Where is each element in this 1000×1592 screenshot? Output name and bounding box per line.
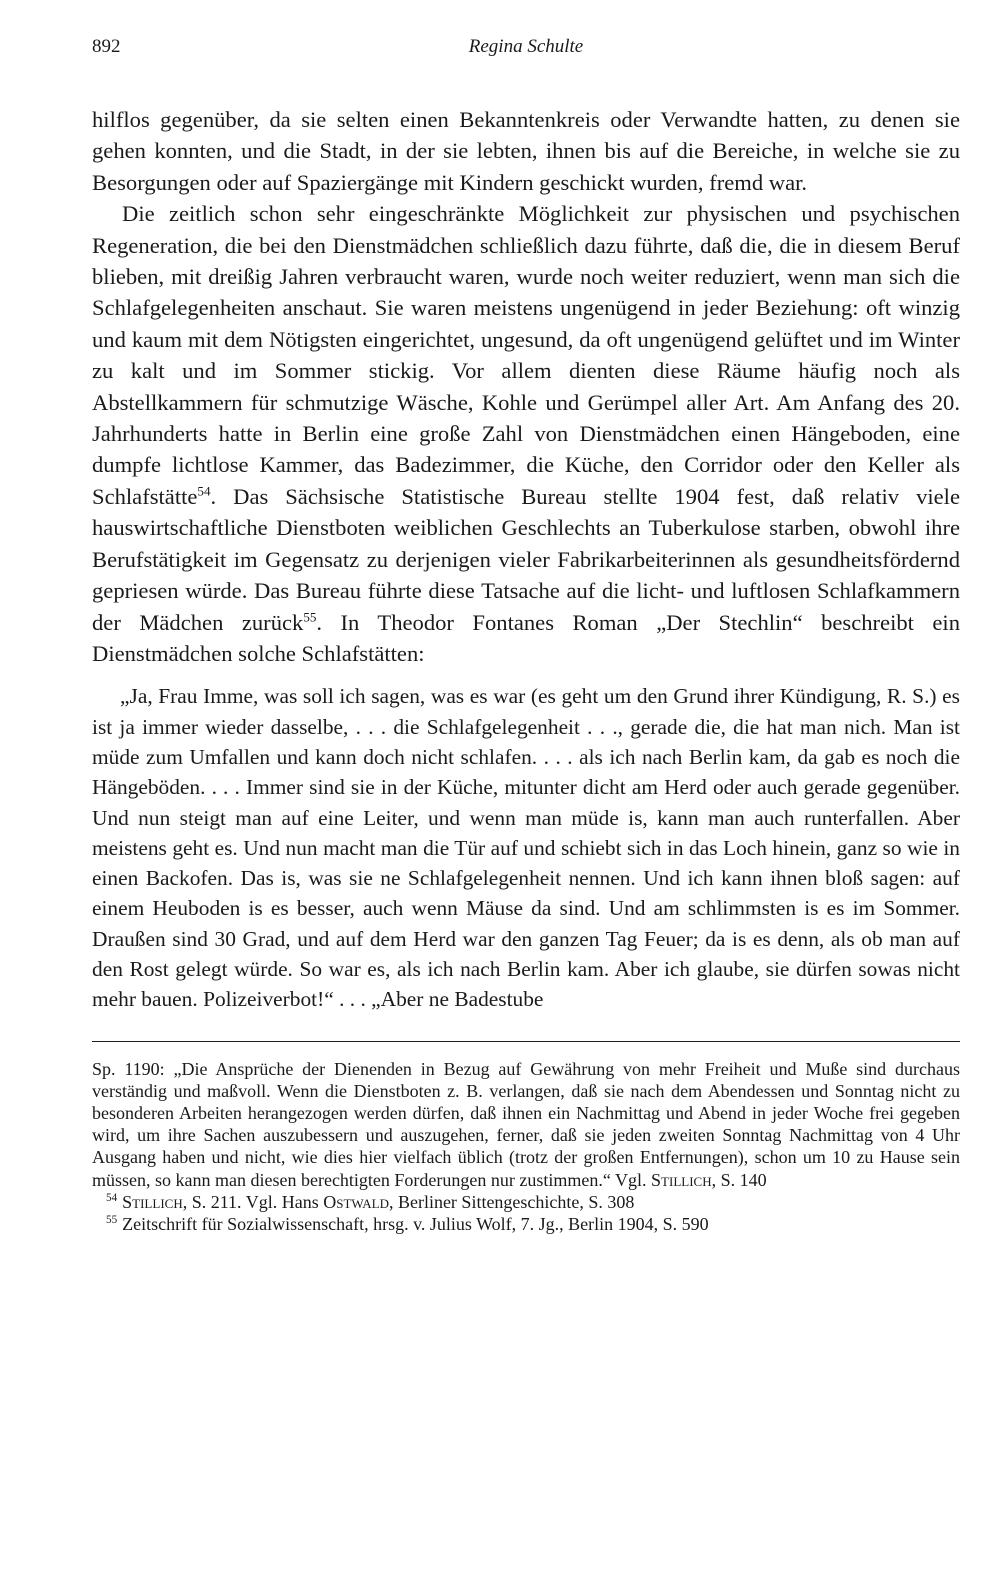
- cited-author: Ostwald: [323, 1191, 389, 1212]
- cited-author: Stillich: [122, 1191, 183, 1212]
- footnote-text: , S. 211. Vgl. Hans: [182, 1191, 319, 1212]
- paragraph-text-part: Die zeitlich schon sehr eingeschränkte Möglichkeit zur physischen und psychischen Regeneration, die bei den Dienstmädchen schließlich dazu führte, daß die, die in diesem Beruf blieben, mit dreißig Jahren verbraucht waren, wurde noch weiter reduziert, wenn man sich die Schlafgelegenheiten anschaut. Sie waren meistens ungenügend in jeder Beziehung: oft winzig und kaum mit dem Nötigsten eingerichtet, ungesund, da oft ungenügend gelüftet und im Winter zu kalt und im Sommer stickig. Vor allem dienten diese Räume häufig noch als Abstellkammern für schmutzige Wäsche, Kohle und Gerümpel aller Art. Am Anfang des 20. Jahrhunderts hatte in Berlin eine große Zahl von Dienstmädchen einen Hängeboden, eine dumpfe lichtlose Kammer, das Badezimmer, die Küche, den Corridor oder den Keller als Schlafstätte: [92, 201, 960, 509]
- footnote-reference-55[interactable]: 55: [303, 608, 317, 624]
- footnote-rule: [92, 1041, 960, 1042]
- footnote-number: 55: [106, 1214, 118, 1226]
- running-head: [92, 36, 960, 66]
- running-head-author: Regina Schulte: [468, 36, 584, 57]
- footnote-text: Zeitschrift für Sozialwissenschaft, hrsg. v. Julius Wolf, 7. Jg., Berlin 1904, S. 590: [122, 1214, 709, 1234]
- block-quote-fontane: „Ja, Frau Imme, was soll ich sagen, was es war (es geht um den Grund ihrer Kündigung, R. S.) es ist ja immer wieder dasselbe, . . . die Schlafgelegenheit . . ., gerade die, die hat man nich. Man ist müde zum Umfallen und kann doch nicht schlafen. . . . als ich nach Berlin kam, da gab es noch die Hängeböden. . . . Immer sind sie in der Küche, mitunter dicht am Herd oder auch gerade gegenüber. Und nun steigt man auf eine Leiter, und wenn man müde is, kann man auch runterfallen. Aber meistens geht es. Und nun macht man die Tür auf und schiebt sich in das Loch hinein, ganz so wie in einen Backofen. Das is, was sie ne Schlafgelegenheit nennen. Und ich kann ihnen bloß sagen: auf einem Heuboden is es besser, auch wenn Mäuse da sind. Und am schlimmsten is es im Sommer. Draußen sind 30 Grad, und auf dem Herd war den ganzen Tag Feuer; da is es denn, als ob man auf den Rost gelegt würde. So war es, als ich nach Berlin kam. Aber ich glaube, sie dürfen sowas nicht mehr bauen. Polizeiverbot!“ . . . „Aber ne Badestube: [92, 684, 960, 1012]
- cited-author: Stillich: [651, 1169, 712, 1190]
- paragraph-text-part: . In Theodor Fontanes Roman „Der Stechlin“ beschreibt ein Dienstmädchen solche Schlafstätten:: [92, 609, 961, 666]
- footnote-55: [92, 1213, 960, 1235]
- paragraph-continued: hilflos gegenüber, da sie selten einen Bekanntenkreis oder Verwandte hatten, zu denen sie gehen konnten, und die Stadt, in der sie lebten, ihnen bis auf die Bereiche, in welche sie zu Besorgungen oder auf Spaziergänge mit Kindern geschickt wurden, fremd war.: [92, 107, 960, 195]
- footnote-text: , S. 140: [711, 1169, 767, 1190]
- paragraph-text-part: . Das Sächsische Statistische Bureau stellte 1904 fest, daß relativ viele hauswirtschaftliche Dienstboten weiblichen Geschlechts an Tuberkulose starben, obwohl ihre Berufstätigkeit im Gegensatz zu derjenigen vieler Fabrikarbeiterinnen als gesundheitsfördernd gepriesen würde. Das Bureau führte diese Tatsache auf die licht- und luftlosen Schlafkammern der Mädchen zurück: [92, 483, 960, 635]
- page-number: 892: [92, 36, 121, 57]
- paragraph-sleeping-quarters: [92, 198, 960, 669]
- footnote-text: Sp. 1190: „Die Ansprüche der Dienenden in Bezug auf Gewährung von mehr Freiheit und Muße sind durchaus verständig und maßvoll. Wenn die Dienstboten z. B. verlangen, daß sie nach dem Abendessen und Sonntag nicht zu besonderen Arbeiten herangezogen werden dürfen, daß ihnen ein Nachmittag und Abend in jeder Woche frei gegeben wird, um ihre Sachen auszubessern und auszugehen, ferner, daß sie jeden zweiten Sonntag Nachmittag von 4 Uhr Ausgang haben und nicht, wie dies hier vielfach üblich (trotz der großen Entfernungen), schon um 10 zu Hause sein müssen, so kann man diesen berechtigten Forderungen nur zustimmen.“ Vgl.: [92, 1058, 960, 1190]
- footnote-reference-54[interactable]: 54: [197, 483, 211, 499]
- footnotes: [92, 1058, 960, 1236]
- footnote-text: , Berliner Sittengeschichte, S. 308: [388, 1191, 635, 1212]
- book-page: [92, 36, 960, 1235]
- main-text: [92, 104, 960, 669]
- footnote-54: [92, 1191, 960, 1213]
- footnote-number: 54: [106, 1191, 118, 1204]
- footnote-continued: [92, 1058, 960, 1191]
